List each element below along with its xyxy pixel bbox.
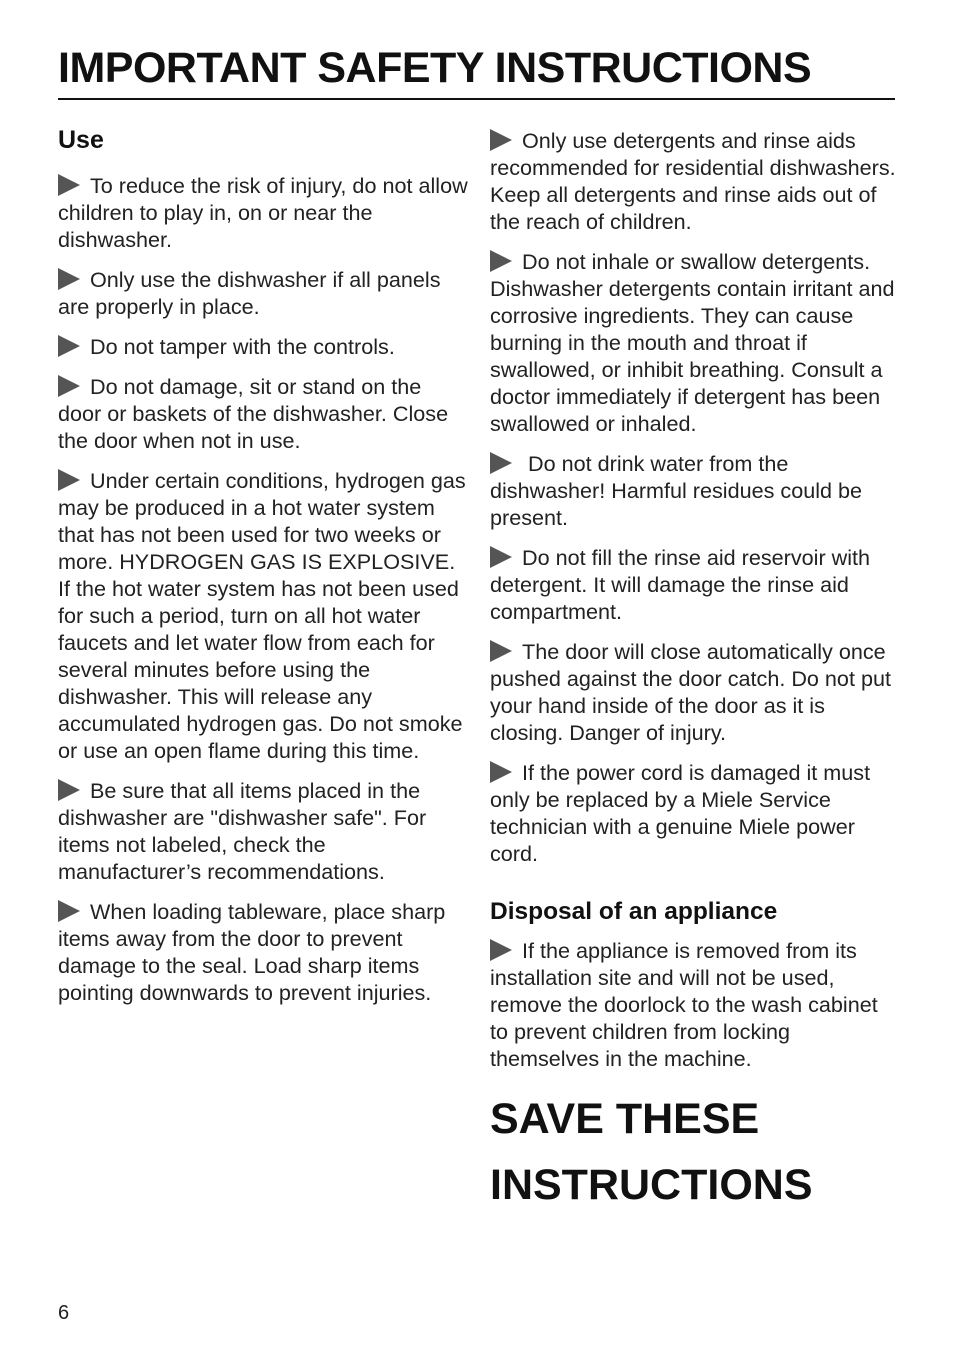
use-item-4: Do not damage, sit or stand on the door or baskets of the dishwasher. Close the door when not in use. [58, 374, 449, 453]
triangle-arrow-icon [58, 469, 80, 491]
use-item-7: When loading tableware, place sharp items away from the door to prevent damage to the seal. Load sharp items pointing downwards to prevent injuries. [58, 899, 446, 1005]
disposal-section-heading: Disposal of an appliance [490, 898, 778, 925]
triangle-arrow-icon [490, 761, 512, 783]
disposal-item-1: If the appliance is removed from its installation site and will not be used, remove the doorlock to the wash cabinet to prevent children from locking themselves in the machine. [490, 938, 878, 1071]
use-item-3: Do not tamper with the controls. [58, 333, 468, 360]
use-item-1: To reduce the risk of injury, do not allow children to play in, on or near the dishwasher. [58, 173, 468, 252]
use-item-13: If the power cord is damaged it must only be replaced by a Miele Service technician with a genuine Miele power cord. [490, 760, 871, 866]
use-item-11: Do not fill the rinse aid reservoir with detergent. It will damage the rinse aid compartment. [490, 545, 871, 624]
triangle-arrow-icon [58, 268, 80, 290]
triangle-arrow-icon [58, 779, 80, 801]
page-title: IMPORTANT SAFETY INSTRUCTIONS [58, 44, 812, 92]
use-item-6: Be sure that all items placed in the dishwasher are "dishwasher safe". For items not labeled, check the manufacturer’s recommendations. [58, 778, 427, 884]
triangle-arrow-icon [58, 900, 80, 922]
use-item-10: Do not drink water from the dishwasher! Harmful residues could be present. [490, 451, 863, 530]
triangle-arrow-icon [58, 375, 80, 397]
left-column [58, 122, 468, 1019]
save-line-1: SAVE THESE [490, 1095, 760, 1143]
use-item-8: Only use detergents and rinse aids recommended for residential dishwashers. Keep all detergents and rinse aids out of the reach of children. [490, 128, 896, 234]
save-instructions-heading [490, 1086, 900, 1218]
use-item-12: The door will close automatically once pushed against the door catch. Do not put your hand inside of the door as it is closing. Danger of injury. [490, 639, 891, 745]
triangle-arrow-icon [490, 640, 512, 662]
use-section-heading: Use [58, 126, 104, 154]
triangle-arrow-icon [490, 250, 512, 272]
triangle-arrow-icon [490, 129, 512, 151]
use-item-2: Only use the dishwasher if all panels are properly in place. [58, 267, 441, 319]
use-item-9: Do not inhale or swallow detergents. Dishwasher detergents contain irritant and corrosive ingredients. They can cause burning in the mouth and throat if swallowed, or inhibit breathing. Consult a doctor immediately if detergent has been swallowed or inhaled. [490, 249, 895, 436]
triangle-arrow-icon [58, 174, 80, 196]
right-column [490, 127, 900, 1218]
triangle-arrow-icon [58, 335, 80, 357]
title-divider [58, 98, 895, 100]
use-item-5: Under certain conditions, hydrogen gas may be produced in a hot water system that has not been used for two weeks or more. HYDROGEN GAS IS EXPLOSIVE. If the hot water system has not been used for such a period, turn on all hot water faucets and let water flow from each for several minutes before using the dishwasher. This will release any accumulated hydrogen gas. Do not smoke or use an open flame during this time. [58, 468, 466, 763]
save-line-2: INSTRUCTIONS [490, 1161, 813, 1209]
triangle-arrow-icon [490, 939, 512, 961]
page-number: 6 [58, 1302, 70, 1324]
triangle-arrow-icon [490, 452, 512, 474]
triangle-arrow-icon [490, 546, 512, 568]
